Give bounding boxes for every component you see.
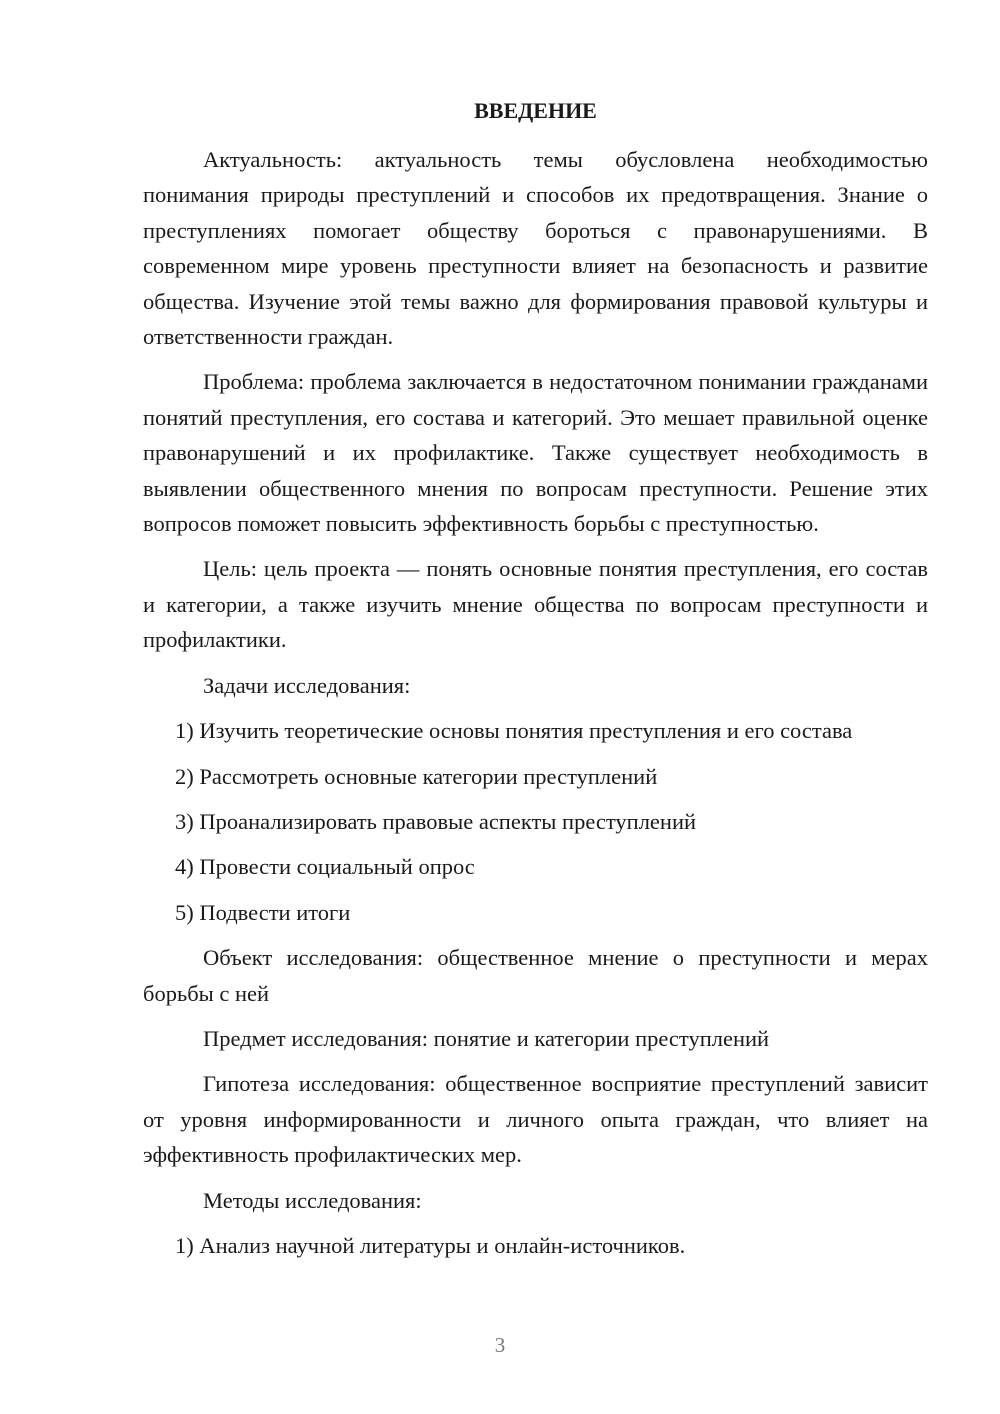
- page-title: ВВЕДЕНИЕ: [474, 98, 597, 123]
- subject-paragraph: Предмет исследования: понятие и категории преступлений: [203, 1025, 770, 1051]
- relevance-paragraph: Актуальность: актуальность темы обусловлена необходимостью понимания природы преступлений и способов их предотвращения. Знание о преступлениях помогает обществу бороться с правонарушениями. В современном мире уровень преступности влияет на безопасность и развитие общества. Изучение этой темы важно для формирования правовой культуры и ответственности граждан.: [143, 147, 928, 350]
- list-item: 1) Анализ научной литературы и онлайн-источников.: [175, 1232, 686, 1258]
- object-paragraph: Объект исследования: общественное мнение о преступности и мерах борьбы с ней: [143, 945, 928, 1006]
- goal-paragraph: Цель: цель проекта — понять основные понятия преступления, его состав и категории, а также изучить мнение общества по вопросам преступности и профилактики.: [143, 556, 928, 653]
- problem-paragraph: Проблема: проблема заключается в недостаточном понимании гражданами понятий преступления, его состава и категорий. Это мешает правильной оценке правонарушений и их профилактике. Также существует необходимость в выявлении общественного мнения по вопросам преступности. Решение этих вопросов поможет повысить эффективность борьбы с преступностью.: [143, 369, 928, 537]
- list-item: 1) Изучить теоретические основы понятия преступления и его состава: [175, 718, 853, 744]
- tasks-list: [143, 713, 928, 930]
- list-item: 5) Подвести итоги: [175, 899, 351, 925]
- page-number: 3: [494, 1333, 506, 1357]
- hypothesis-paragraph: Гипотеза исследования: общественное восприятие преступлений зависит от уровня информированности и личного опыта граждан, что влияет на эффективность профилактических мер.: [143, 1071, 928, 1168]
- list-item: 2) Рассмотреть основные категории преступлений: [175, 763, 658, 789]
- tasks-heading: Задачи исследования:: [203, 672, 411, 698]
- document-body: [143, 142, 928, 1273]
- list-item: 4) Провести социальный опрос: [175, 854, 475, 880]
- methods-heading: Методы исследования:: [203, 1187, 422, 1213]
- list-item: 3) Проанализировать правовые аспекты преступлений: [175, 808, 697, 834]
- methods-list: [143, 1228, 928, 1263]
